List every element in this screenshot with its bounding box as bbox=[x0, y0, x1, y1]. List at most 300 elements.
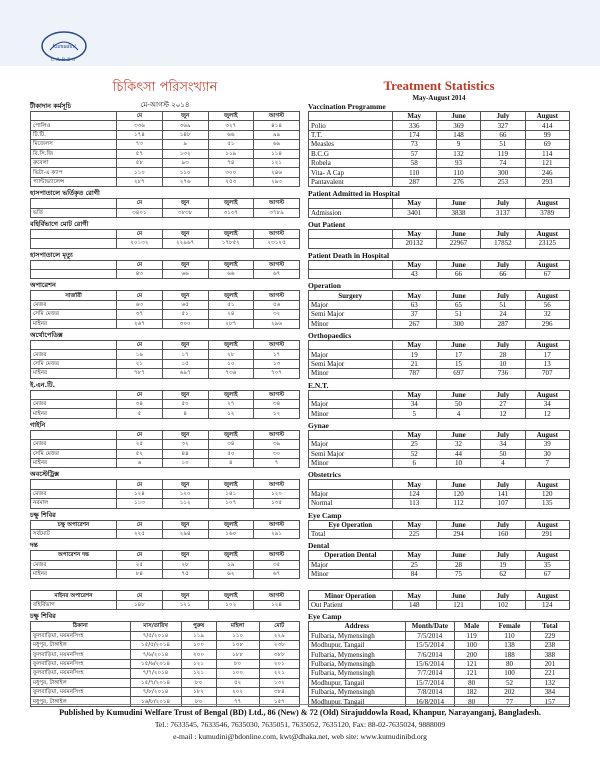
cell-value: 157 bbox=[530, 697, 569, 706]
column-header: May bbox=[392, 341, 436, 350]
cell-value: 10 bbox=[481, 359, 525, 368]
table-row bbox=[31, 350, 300, 359]
section-title: Vaccination Programme bbox=[308, 102, 386, 111]
cell-value: 23125 bbox=[525, 239, 569, 248]
cell-value: 24 bbox=[481, 310, 525, 319]
cell-value: ৩৮৮ bbox=[259, 650, 299, 659]
table-row bbox=[31, 177, 300, 186]
stats-table bbox=[30, 198, 300, 218]
cell-value: ২২৯৬৭ bbox=[162, 239, 208, 248]
cell-value: ২৫ bbox=[117, 440, 163, 449]
cell-value: 246 bbox=[525, 168, 569, 177]
cell-value: ১৫/৫/২০১৪ bbox=[130, 641, 181, 650]
cell-value: 229 bbox=[530, 631, 569, 640]
table-row bbox=[31, 310, 300, 319]
brand-name: Kumudini bbox=[52, 44, 76, 50]
cell-value: ১২১ bbox=[162, 600, 208, 609]
cell-value: ৫৭ bbox=[117, 149, 163, 158]
column-header: August bbox=[525, 199, 569, 208]
column-header bbox=[309, 229, 393, 238]
column-header: জুন bbox=[162, 430, 208, 439]
table-row bbox=[31, 489, 300, 498]
cell-value: ৬৬ bbox=[208, 130, 254, 139]
column-header: মাইনর অপারেশন bbox=[31, 591, 117, 600]
stats-table bbox=[30, 430, 300, 469]
stats-table bbox=[308, 229, 570, 249]
column-header bbox=[31, 341, 117, 350]
cell-value: 107 bbox=[481, 499, 525, 508]
cell-value: ৭৫ bbox=[162, 570, 208, 579]
column-header: পুরুষ bbox=[181, 622, 216, 631]
cell-value: 293 bbox=[525, 177, 569, 186]
cell-value: ১৬০ bbox=[208, 529, 254, 538]
cell-value: ৩৫ bbox=[254, 560, 300, 569]
cell-value: 35 bbox=[525, 560, 569, 569]
cell-value: 56 bbox=[525, 300, 569, 309]
cell-value: ৫৬ bbox=[254, 300, 300, 309]
cell-value: ৪৪ bbox=[162, 449, 208, 458]
column-header bbox=[31, 390, 117, 399]
cell-value: 100 bbox=[455, 641, 489, 650]
column-header: May bbox=[392, 480, 436, 489]
section-title: Orthopaedics bbox=[308, 331, 352, 341]
row-label: Fulbaria, Mymensingh bbox=[309, 669, 406, 678]
row-label: ফুলবাড়িয়া, ময়মনসিংহ bbox=[31, 669, 131, 678]
column-header bbox=[31, 260, 117, 269]
table-row bbox=[309, 149, 570, 158]
cell-value: 34 bbox=[481, 440, 525, 449]
cell-value: 84 bbox=[392, 570, 436, 579]
table-row bbox=[309, 177, 570, 186]
cell-value: ১৩৫ bbox=[254, 499, 300, 508]
row-label: বি.সি.জি bbox=[31, 149, 117, 158]
row-label bbox=[31, 239, 117, 248]
cell-value: ২৩৮ bbox=[259, 641, 299, 650]
cell-value: 7/6/2014 bbox=[405, 650, 455, 659]
column-header bbox=[31, 430, 117, 439]
cell-value: 132 bbox=[530, 678, 569, 687]
column-header: June bbox=[436, 260, 480, 269]
table-row bbox=[309, 489, 570, 498]
cell-value: ১২১ bbox=[181, 669, 216, 678]
footer-divider bbox=[30, 704, 570, 705]
row-label: Polio bbox=[309, 121, 393, 130]
column-header: June bbox=[436, 480, 480, 489]
cell-value: 5 bbox=[392, 409, 436, 418]
table-row bbox=[309, 409, 570, 418]
cell-value: 44 bbox=[436, 449, 480, 458]
footer-phone: Tel.: 7633545, 7633546, 7635030, 7635051, 7635052, 7635120, Fax: 88-02-7635024, 9888009 bbox=[154, 720, 446, 729]
cell-value: ২৬৭ bbox=[117, 319, 163, 328]
table-row bbox=[31, 631, 300, 640]
row-label: ভিটা-এ ক্যাপ bbox=[31, 168, 117, 177]
cell-value: ৭৪ bbox=[208, 158, 254, 167]
cell-value: 100 bbox=[489, 669, 531, 678]
table-row bbox=[31, 158, 300, 167]
table-row bbox=[309, 669, 570, 678]
row-label: মাইনর bbox=[31, 570, 117, 579]
column-header: August bbox=[525, 480, 569, 489]
column-header: মে bbox=[117, 112, 163, 121]
column-header: মে bbox=[117, 341, 163, 350]
column-header: আগস্ট bbox=[254, 430, 300, 439]
column-header: আগস্ট bbox=[254, 112, 300, 121]
row-label: প্যান্টাভ্যালেন্স bbox=[31, 177, 117, 186]
column-header: আগস্ট bbox=[254, 199, 300, 208]
column-header: আগস্ট bbox=[254, 341, 300, 350]
cell-value: ৬৯৭ bbox=[162, 369, 208, 378]
cell-value: 17 bbox=[525, 350, 569, 359]
cell-value: ১৮২ bbox=[181, 687, 216, 696]
cell-value: ১৯ bbox=[117, 350, 163, 359]
row-label: সর্বমোট bbox=[31, 529, 117, 538]
table-row bbox=[31, 319, 300, 328]
period-english: May-August 2014 bbox=[412, 94, 466, 102]
cell-value: ৬৬ bbox=[208, 270, 254, 279]
row-label: রুবেলা bbox=[31, 158, 117, 167]
table-row bbox=[309, 121, 570, 130]
column-header: Minor Operation bbox=[309, 591, 393, 600]
cell-value: 414 bbox=[525, 121, 569, 130]
column-header bbox=[31, 112, 117, 121]
row-label: মধুপুর, টাঙ্গাইল bbox=[31, 697, 131, 706]
cell-value: 121 bbox=[455, 669, 489, 678]
row-label: মেজর bbox=[31, 440, 117, 449]
title-english: Treatment Statistics bbox=[383, 78, 495, 93]
cell-value: ৫১ bbox=[162, 310, 208, 319]
column-header: জুলাই bbox=[208, 591, 254, 600]
cell-value: 51 bbox=[481, 300, 525, 309]
column-header: জুন bbox=[162, 291, 208, 300]
cell-value: ১১৩ bbox=[117, 499, 163, 508]
cell-value: 202 bbox=[489, 687, 531, 696]
cell-value: 12 bbox=[525, 409, 569, 418]
table-row bbox=[309, 449, 570, 458]
stats-table bbox=[30, 340, 300, 379]
section-title: হাসপাতালে মৃত্যু bbox=[30, 250, 73, 259]
section-title: চক্ষু শিবির bbox=[30, 612, 56, 621]
row-label: পোলিও bbox=[31, 121, 117, 130]
cell-value: ৩৮৩৮ bbox=[162, 208, 208, 217]
cell-value: 50 bbox=[481, 449, 525, 458]
cell-value: ২৭ bbox=[208, 399, 254, 408]
cell-value: ১৩৮ bbox=[216, 641, 259, 650]
cell-value: ১৮৮ bbox=[216, 650, 259, 659]
column-header bbox=[31, 229, 117, 238]
stats-table bbox=[308, 111, 570, 187]
cell-value: 384 bbox=[530, 687, 569, 696]
row-label: Vita- A Cap bbox=[309, 168, 393, 177]
cell-value: ২২৯ bbox=[259, 631, 299, 640]
table-row bbox=[309, 270, 570, 279]
cell-value: ২৫৩ bbox=[208, 177, 254, 186]
cell-value: ২২১ bbox=[259, 669, 299, 678]
row-label: Major bbox=[309, 560, 393, 569]
column-header: August bbox=[525, 291, 569, 300]
cell-value: ৫৮ bbox=[117, 158, 163, 167]
section-title bbox=[308, 581, 570, 590]
row-label: Semi Major bbox=[309, 449, 393, 458]
table-row bbox=[309, 641, 570, 650]
cell-value: 124 bbox=[392, 489, 436, 498]
cell-value: ৬৬ bbox=[162, 270, 208, 279]
table-row bbox=[31, 449, 300, 458]
cell-value: ২৮ bbox=[162, 560, 208, 569]
row-label: মেজর bbox=[31, 399, 117, 408]
stats-table bbox=[30, 590, 300, 610]
cell-value: 182 bbox=[455, 687, 489, 696]
column-header: June bbox=[436, 551, 480, 560]
english-column bbox=[308, 78, 570, 707]
row-label: Semi Major bbox=[309, 359, 393, 368]
cell-value: ২০১ bbox=[259, 659, 299, 668]
cell-value: ৫ bbox=[117, 409, 163, 418]
column-header: অপারেশন দন্ত bbox=[31, 551, 117, 560]
column-header: মে bbox=[117, 480, 163, 489]
column-header: June bbox=[436, 229, 480, 238]
cell-value: 15/7/2014 bbox=[405, 678, 455, 687]
cell-value: ৩২ bbox=[162, 440, 208, 449]
table-row bbox=[309, 359, 570, 368]
column-header: Month/Date bbox=[405, 622, 455, 631]
table-row bbox=[31, 359, 300, 368]
column-header: আগস্ট bbox=[254, 260, 300, 269]
cell-value: ৭ bbox=[254, 458, 300, 467]
cell-value: ১২০ bbox=[162, 489, 208, 498]
cell-value: 43 bbox=[392, 270, 436, 279]
column-header: July bbox=[481, 199, 525, 208]
row-label: Minor bbox=[309, 570, 393, 579]
table-row bbox=[31, 499, 300, 508]
cell-value: 238 bbox=[530, 641, 569, 650]
column-header: August bbox=[525, 390, 569, 399]
cell-value: ২৮৭ bbox=[208, 319, 254, 328]
table-row bbox=[31, 369, 300, 378]
cell-value: 7 bbox=[525, 458, 569, 467]
cell-value: 160 bbox=[481, 529, 525, 538]
column-header: July bbox=[481, 112, 525, 121]
column-header: August bbox=[525, 341, 569, 350]
stats-table bbox=[308, 550, 570, 579]
row-label: ভর্তি bbox=[31, 208, 117, 217]
row-label: মধুপুর, টাঙ্গাইল bbox=[31, 678, 131, 687]
cell-value: 80 bbox=[455, 678, 489, 687]
cell-value: 66 bbox=[481, 130, 525, 139]
cell-value: 32 bbox=[525, 310, 569, 319]
cell-value: ১৫/৬/২০১৪ bbox=[130, 659, 181, 668]
column-header: মে bbox=[117, 551, 163, 560]
row-label: মাইনর bbox=[31, 319, 117, 328]
section-title: অবস্টেট্রিক্স bbox=[30, 470, 60, 479]
cell-value: ৭৩৬ bbox=[208, 369, 254, 378]
brand-tagline: CARES bbox=[50, 58, 78, 63]
cell-value: 267 bbox=[392, 319, 436, 328]
cell-value: 3137 bbox=[481, 208, 525, 217]
cell-value: ১৯ bbox=[208, 560, 254, 569]
cell-value: ৩৭ bbox=[117, 310, 163, 319]
column-header: মে bbox=[117, 260, 163, 269]
cell-value: ১২১ bbox=[254, 158, 300, 167]
cell-value: 28 bbox=[436, 560, 480, 569]
cell-value: ৩১৩৭ bbox=[208, 208, 254, 217]
table-row bbox=[309, 369, 570, 378]
column-header: July bbox=[481, 480, 525, 489]
stats-table bbox=[30, 260, 300, 280]
table-row bbox=[31, 650, 300, 659]
footer bbox=[0, 708, 600, 741]
table-row bbox=[31, 239, 300, 248]
stats-table bbox=[308, 430, 570, 469]
cell-value: ২২৫ bbox=[117, 529, 163, 538]
column-header: মোট bbox=[259, 622, 299, 631]
table-row bbox=[309, 310, 570, 319]
row-label: Measles bbox=[309, 140, 393, 149]
cell-value: 75 bbox=[436, 570, 480, 579]
table-row bbox=[31, 168, 300, 177]
stats-table bbox=[308, 290, 570, 329]
section-title: Gynae bbox=[308, 420, 329, 430]
cell-value: 34 bbox=[392, 399, 436, 408]
column-header: Operation Dental bbox=[309, 551, 393, 560]
section-title: চক্ষু শিবির bbox=[30, 510, 56, 519]
section-title: Obstetrics bbox=[308, 470, 341, 480]
stats-table bbox=[308, 520, 570, 540]
cell-value: 327 bbox=[481, 121, 525, 130]
section-title: অপারেশন bbox=[30, 281, 56, 290]
column-header: June bbox=[436, 112, 480, 121]
table-row bbox=[309, 659, 570, 668]
cell-value: 66 bbox=[436, 270, 480, 279]
cell-value: 296 bbox=[525, 319, 569, 328]
cell-value: 221 bbox=[530, 669, 569, 678]
cell-value: ৩৪ bbox=[208, 440, 254, 449]
cell-value: ৭০৭ bbox=[254, 369, 300, 378]
cell-value: ২৫ bbox=[117, 560, 163, 569]
cell-value: 336 bbox=[392, 121, 436, 130]
row-label: Normal bbox=[309, 499, 393, 508]
row-label: Robela bbox=[309, 158, 393, 167]
cell-value: ৫০ bbox=[162, 399, 208, 408]
column-header: মে bbox=[117, 430, 163, 439]
column-header: August bbox=[525, 551, 569, 560]
cell-value: 99 bbox=[525, 130, 569, 139]
cell-value: 65 bbox=[436, 300, 480, 309]
cell-value: ৭৮৭ bbox=[117, 369, 163, 378]
row-label: মধুপুর, টাঙ্গাইল bbox=[31, 641, 131, 650]
column-header: June bbox=[436, 199, 480, 208]
column-header: মে bbox=[117, 291, 163, 300]
cell-value: 67 bbox=[525, 270, 569, 279]
table-row bbox=[31, 458, 300, 467]
column-header bbox=[309, 480, 393, 489]
table-row bbox=[31, 121, 300, 130]
cell-value: ১২৪ bbox=[117, 489, 163, 498]
column-header: জুলাই bbox=[208, 291, 254, 300]
cell-value: ৪ bbox=[208, 458, 254, 467]
cell-value: 73 bbox=[392, 140, 436, 149]
column-header: মে bbox=[117, 390, 163, 399]
section-title: দন্ত bbox=[30, 541, 38, 550]
column-header bbox=[309, 112, 393, 121]
cell-value: 52 bbox=[392, 449, 436, 458]
section-title: Out Patient bbox=[308, 219, 346, 229]
column-header: আগস্ট bbox=[254, 390, 300, 399]
cell-value: ২১ bbox=[117, 359, 163, 368]
cell-value: ৬৩ bbox=[117, 300, 163, 309]
table-row bbox=[31, 529, 300, 538]
cell-value: 28 bbox=[481, 350, 525, 359]
section-title: Patient Admitted in Hospital bbox=[308, 189, 400, 199]
table-row bbox=[309, 570, 570, 579]
cell-value: ৩০০ bbox=[162, 319, 208, 328]
cell-value: 121 bbox=[436, 600, 480, 609]
table-row bbox=[31, 678, 300, 687]
cell-value: 287 bbox=[392, 177, 436, 186]
row-label: মিজেলস bbox=[31, 140, 117, 149]
column-header: August bbox=[525, 260, 569, 269]
stats-table bbox=[30, 290, 300, 329]
row-label: মাইনর bbox=[31, 409, 117, 418]
cell-value: 7/8/2014 bbox=[405, 687, 455, 696]
period-bengali: মে-আগস্ট ২০১৪ bbox=[140, 101, 190, 109]
cell-value: 12 bbox=[481, 409, 525, 418]
cell-value: ৫১ bbox=[208, 300, 254, 309]
table-row bbox=[31, 409, 300, 418]
cell-value: 138 bbox=[489, 641, 531, 650]
cell-value: 9 bbox=[436, 140, 480, 149]
column-header: মে bbox=[117, 591, 163, 600]
cell-value: ৪ bbox=[162, 409, 208, 418]
title-bengali: চিকিৎসা পরিসংখ্যান bbox=[112, 80, 218, 95]
stats-table bbox=[30, 111, 300, 187]
table-row bbox=[309, 560, 570, 569]
cell-value: 57 bbox=[392, 149, 436, 158]
cell-value: ১২৪ bbox=[254, 600, 300, 609]
row-label: Major bbox=[309, 440, 393, 449]
column-header: মে bbox=[117, 199, 163, 208]
column-header: Address bbox=[309, 622, 406, 631]
cell-value: 3789 bbox=[525, 208, 569, 217]
cell-value: 13 bbox=[525, 359, 569, 368]
row-label: Modhupur, Tangail bbox=[309, 697, 406, 706]
cell-value: 25 bbox=[392, 440, 436, 449]
cell-value: 110 bbox=[392, 168, 436, 177]
column-header: June bbox=[436, 591, 480, 600]
column-header: সার্জারী bbox=[31, 291, 117, 300]
row-label bbox=[31, 270, 117, 279]
cell-value: ১৩ bbox=[254, 359, 300, 368]
cell-value: 69 bbox=[525, 140, 569, 149]
cell-value: 16/8/2014 bbox=[405, 697, 455, 706]
cell-value: ১০২ bbox=[208, 600, 254, 609]
column-header: Eye Operation bbox=[309, 520, 393, 529]
column-header: আগস্ট bbox=[254, 591, 300, 600]
column-header: June bbox=[436, 520, 480, 529]
cell-value: 20132 bbox=[392, 239, 436, 248]
row-label: Modhupur, Tangail bbox=[309, 678, 406, 687]
cell-value: ১০৭ bbox=[208, 499, 254, 508]
cell-value: ১১৯ bbox=[181, 631, 216, 640]
column-header: জুলাই bbox=[208, 260, 254, 269]
row-label: Major bbox=[309, 300, 393, 309]
table-row bbox=[31, 570, 300, 579]
cell-value: ১১২ bbox=[162, 499, 208, 508]
cell-value: ৬ bbox=[117, 458, 163, 467]
cell-value: 135 bbox=[525, 499, 569, 508]
row-label: Pantavalent bbox=[309, 177, 393, 186]
column-header: জুলাই bbox=[208, 390, 254, 399]
row-label: Minor bbox=[309, 458, 393, 467]
